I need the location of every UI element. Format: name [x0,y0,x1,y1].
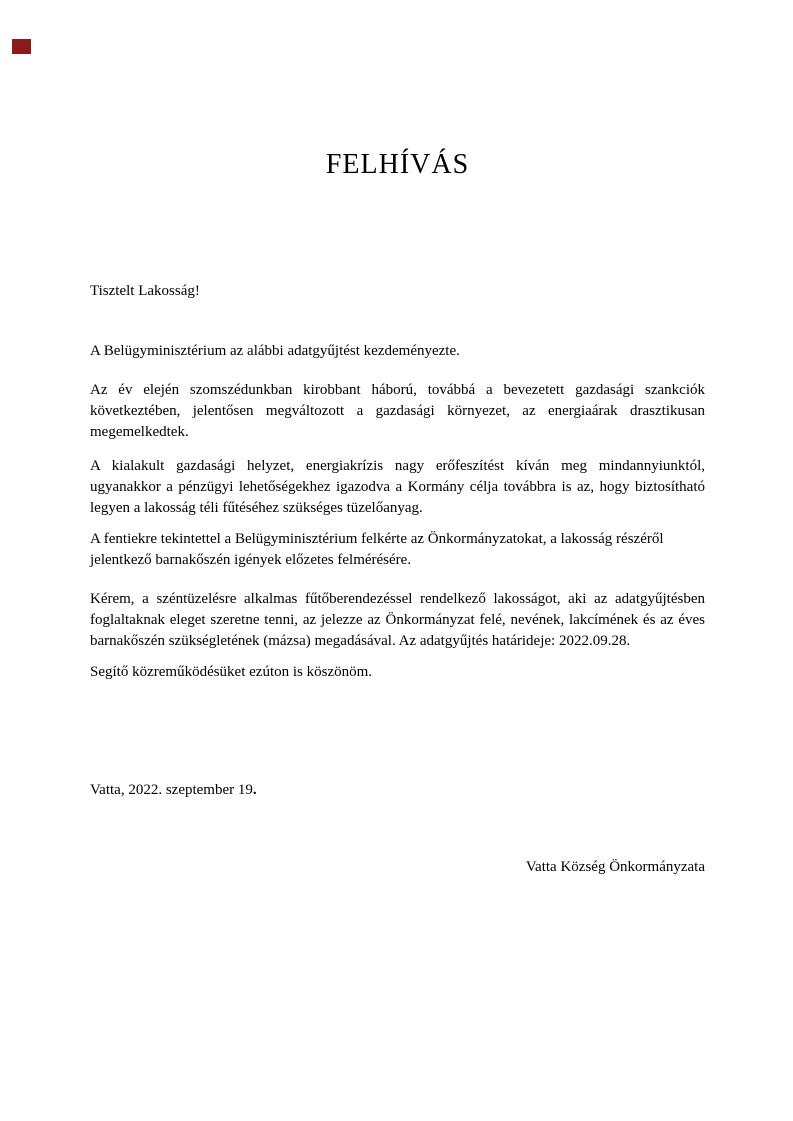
date-text: Vatta, 2022. szeptember 19 [90,782,253,798]
paragraph-instructions-deadline: Kérem, a széntüzelésre alkalmas fűtőberendezéssel rendelkező lakosságot, aki az adatgyűjtésben foglaltaknak eleget szeretne tenni, az jelezze az Önkormányzat felé, nevének, lakcímének és az éves barnakőszén szükségletének (mázsa) megadásával. Az adatgyűjtés határideje: 2022.09.28. [90,591,705,649]
paragraph-survey-request: A fentiekre tekintettel a Belügyminisztérium felkérte az Önkormányzatokat, a lakosság részéről jelentkező barnakőszén igények előzetes felmérésére. [90,531,664,568]
paragraph-economic-situation: Az év elején szomszédunkban kirobbant háború, továbbá a bevezetett gazdasági szankciók következtében, jelentősen megváltozott a gazdasági környezet, az energiaárak drasztikusan megemelkedtek. [90,382,705,440]
salutation: Tisztelt Lakosság! [90,283,200,299]
paragraph-thanks: Segítő közreműködésüket ezúton is köszönöm. [90,664,373,680]
red-marker [12,39,31,54]
document-title: FELHÍVÁS [325,149,470,180]
signature: Vatta Község Önkormányzata [525,859,705,875]
date-period: . [252,782,257,798]
document-content [0,148,793,878]
date-line [90,780,705,801]
paragraph-intro: A Belügyminisztérium az alábbi adatgyűjtést kezdeményezte. [90,343,460,359]
paragraph-government-goal: A kialakult gazdasági helyzet, energiakrízis nagy erőfeszítést kíván meg mindannyiunktól, ugyanakkor a pénzügyi lehetőségekhez igazodva a Kormány célja továbbra is az, hogy biztosítható legyen a lakosság téli fűtéséhez szükséges tüzelőanyag. [90,458,705,516]
